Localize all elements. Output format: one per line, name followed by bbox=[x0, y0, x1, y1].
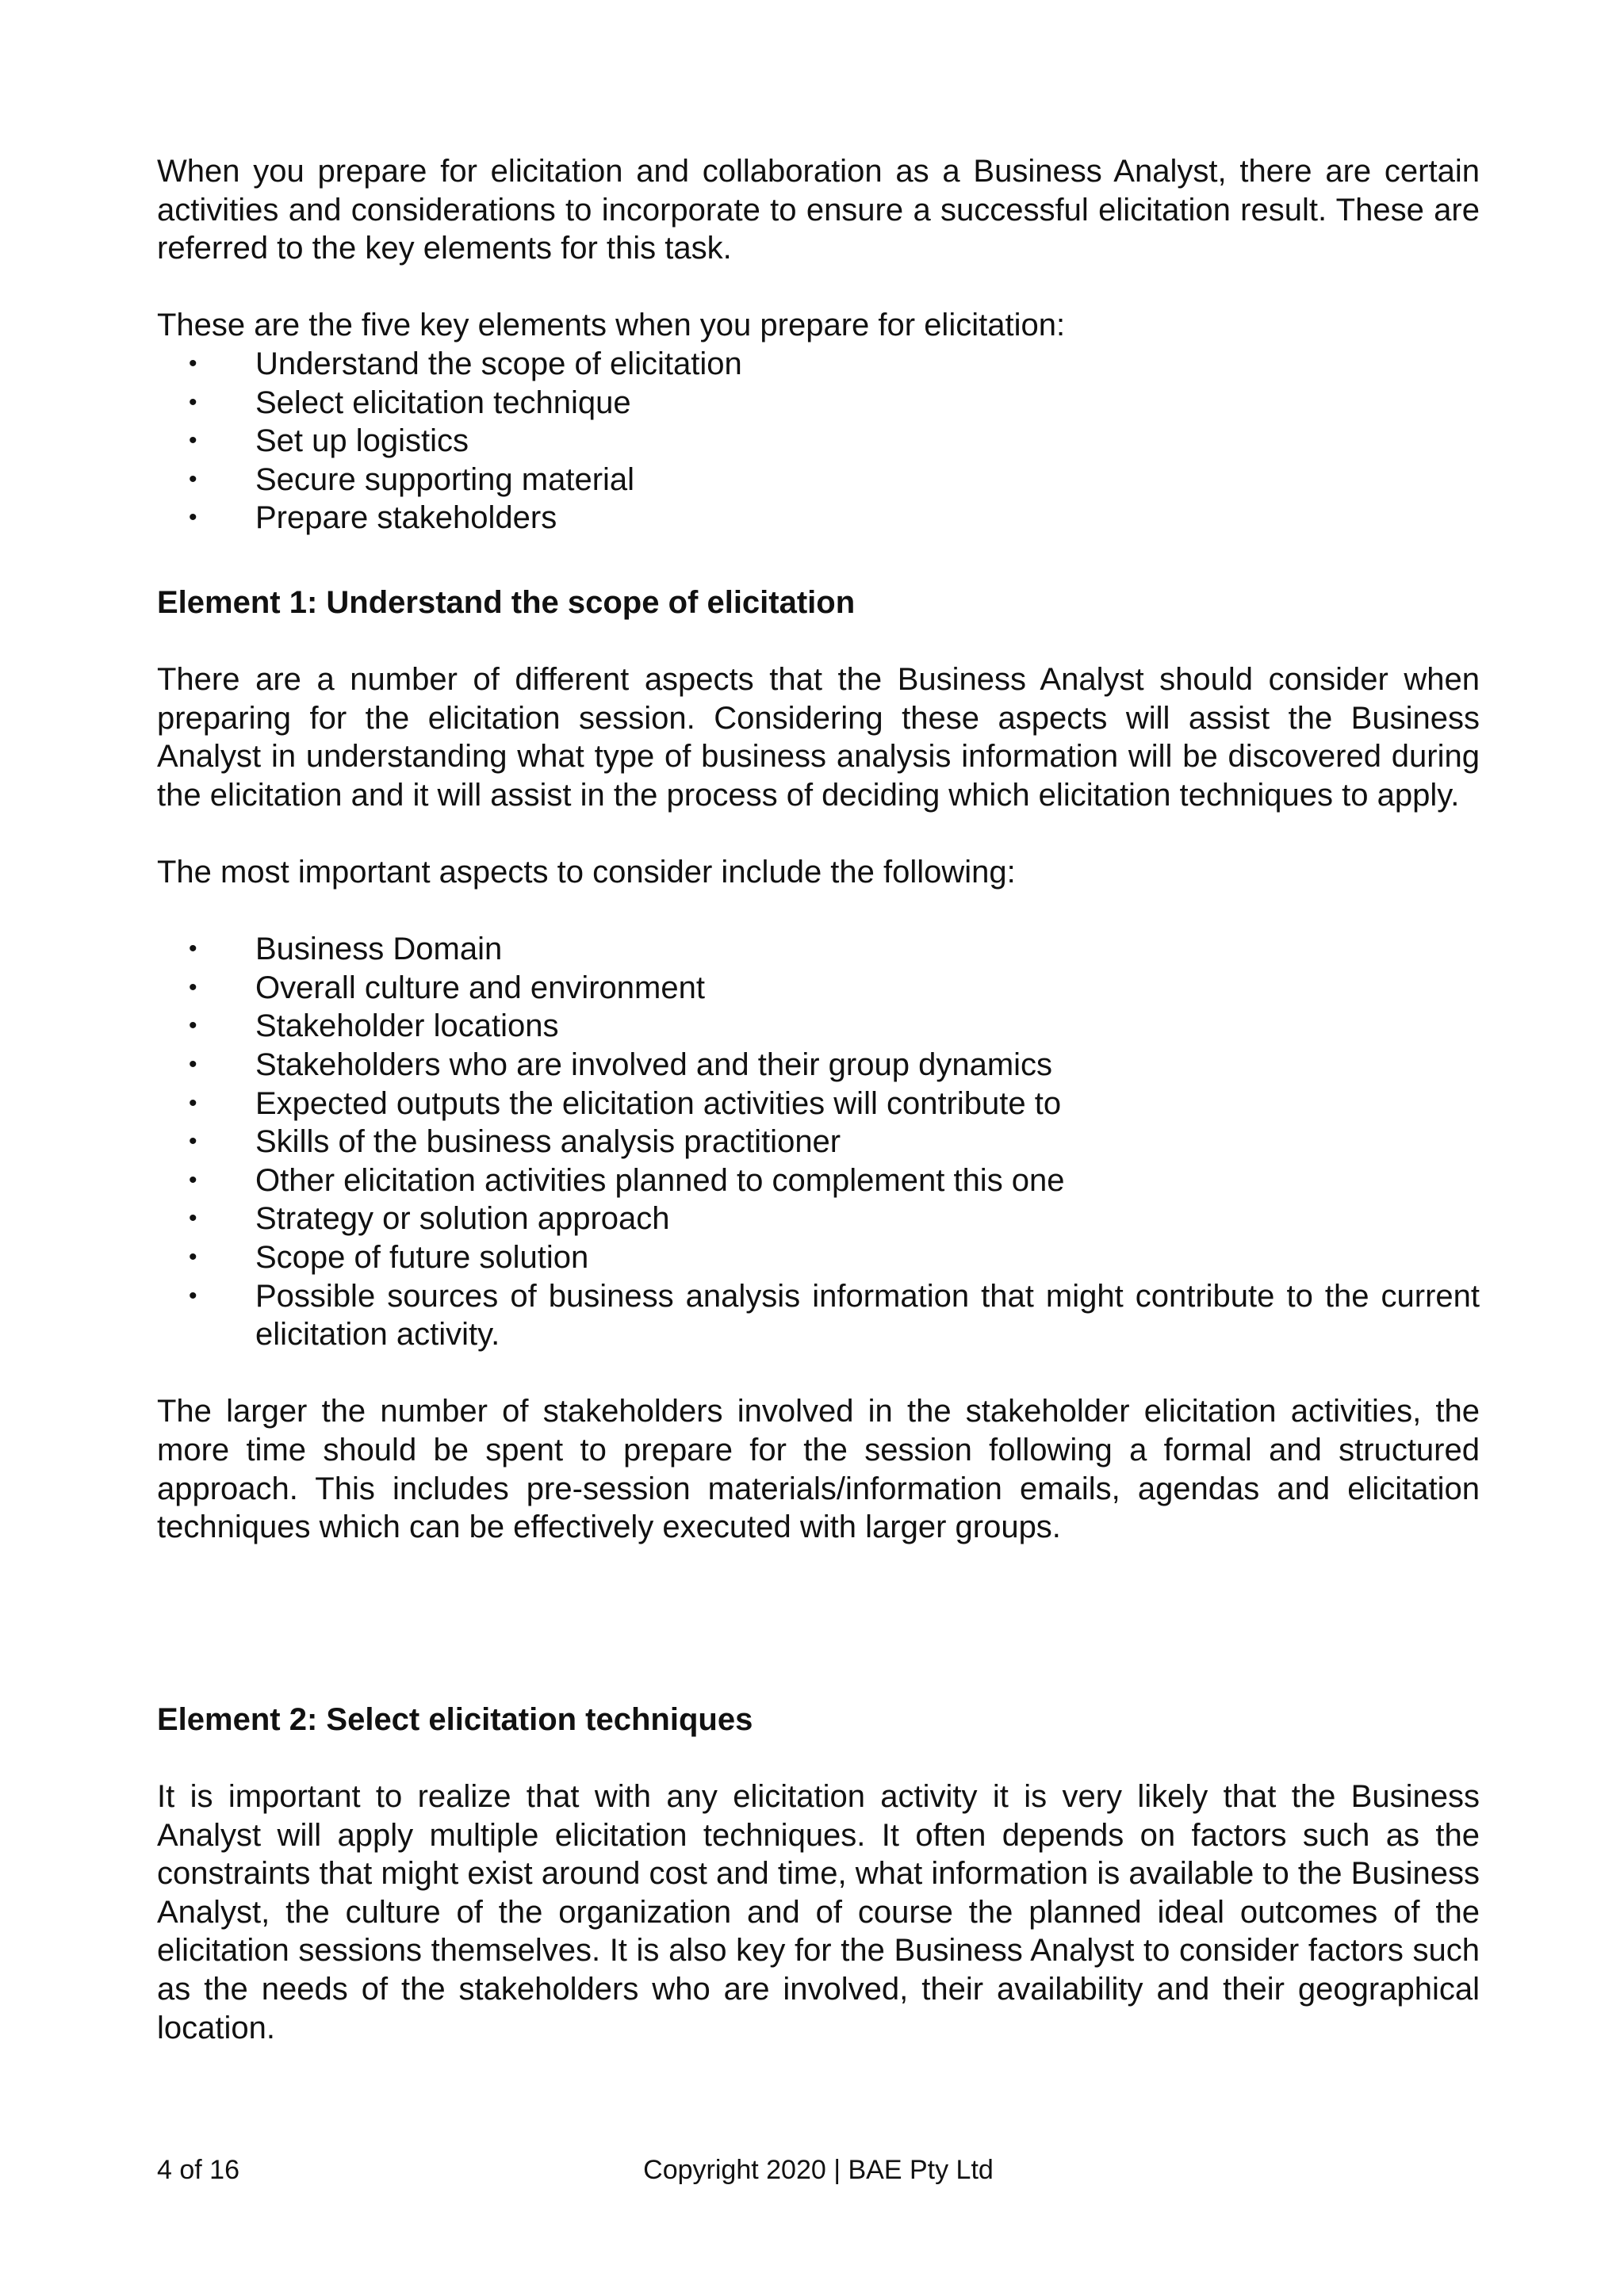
bullet-icon: • bbox=[189, 974, 197, 1001]
element1-heading: Element 1: Understand the scope of elicitation bbox=[157, 584, 856, 620]
list-item: • Stakeholder locations bbox=[157, 1007, 1480, 1046]
intro-paragraph: When you prepare for elicitation and collaboration as a Business Analyst, there are certain activities and considerations to incorporate to ensure a successful elicitation result. These are referred to the key elements for this task. bbox=[157, 154, 1480, 266]
bullet-icon: • bbox=[189, 1166, 197, 1193]
list-item: • Possible sources of business analysis information that might contribute to the current elicitation activity. bbox=[189, 1278, 1480, 1353]
bullet-icon: • bbox=[189, 504, 197, 531]
list-item: • Stakeholders who are involved and their group dynamics bbox=[157, 1046, 1480, 1085]
page-number: 4 of 16 bbox=[157, 2155, 239, 2185]
bullet-icon: • bbox=[189, 1089, 197, 1116]
list-item: • Understand the scope of elicitation bbox=[157, 345, 1480, 384]
element1-paragraph: There are a number of different aspects that the Business Analyst should consider when preparing for the elicitation session. Considering these aspects will assist the Business Analyst in understanding what type of business analysis information will be discovered during the elicitation and it will assist in the process of deciding which elicitation techniques to apply. bbox=[157, 662, 1480, 813]
list-item: • Strategy or solution approach bbox=[157, 1200, 1480, 1238]
list-item: • Business Domain bbox=[157, 930, 1480, 969]
list-item: • Expected outputs the elicitation activities will contribute to bbox=[157, 1085, 1480, 1123]
bullet-icon: • bbox=[189, 936, 197, 962]
bullet-icon: • bbox=[189, 1282, 197, 1309]
key-elements-intro: These are the five key elements when you prepare for elicitation: bbox=[157, 308, 1066, 343]
bullet-icon: • bbox=[189, 427, 197, 454]
bullet-icon: • bbox=[189, 1012, 197, 1039]
list-item: • Secure supporting material bbox=[157, 461, 1480, 499]
bullet-icon: • bbox=[189, 350, 197, 377]
element2-paragraph: It is important to realize that with any elicitation activity it is very likely that the Business Analyst will apply multiple elicitation techniques. It often depends on factors such as the constraints that might exist around cost and time, what information is available to the Business Analyst, the culture of the organization and of course the planned ideal outcomes of the elicitation sessions themselves. It is also key for the Business Analyst to consider factors such as the needs of the stakeholders who are involved, their availability and their geographical location. bbox=[157, 1778, 1480, 2045]
page-content bbox=[157, 152, 1480, 2047]
bullet-icon: • bbox=[189, 1128, 197, 1155]
bullet-icon: • bbox=[189, 1051, 197, 1078]
bullet-icon: • bbox=[189, 1205, 197, 1232]
list-item: • Set up logistics bbox=[157, 422, 1480, 461]
key-elements-list bbox=[157, 345, 1480, 538]
list-item: • Skills of the business analysis practitioner bbox=[157, 1123, 1480, 1161]
aspects-intro: The most important aspects to consider include the following: bbox=[157, 855, 1016, 890]
element1-closing: The larger the number of stakeholders involved in the stakeholder elicitation activities, the more time should be spent to prepare for the session following a formal and structured approach. This includes pre-session materials/information emails, agendas and elicitation techniques which can be effectively executed with larger groups. bbox=[157, 1394, 1480, 1545]
aspects-list bbox=[157, 930, 1480, 1354]
bullet-icon: • bbox=[189, 388, 197, 415]
list-item: • Overall culture and environment bbox=[157, 969, 1480, 1008]
list-item: • Select elicitation technique bbox=[157, 384, 1480, 423]
bullet-icon: • bbox=[189, 465, 197, 492]
element2-heading: Element 2: Select elicitation techniques bbox=[157, 1701, 753, 1737]
bullet-icon: • bbox=[189, 1244, 197, 1271]
copyright: Copyright 2020 | BAE Pty Ltd bbox=[643, 2155, 994, 2185]
list-item: • Scope of future solution bbox=[157, 1238, 1480, 1277]
list-item: • Other elicitation activities planned to complement this one bbox=[157, 1161, 1480, 1200]
list-item: • Prepare stakeholders bbox=[157, 499, 1480, 538]
